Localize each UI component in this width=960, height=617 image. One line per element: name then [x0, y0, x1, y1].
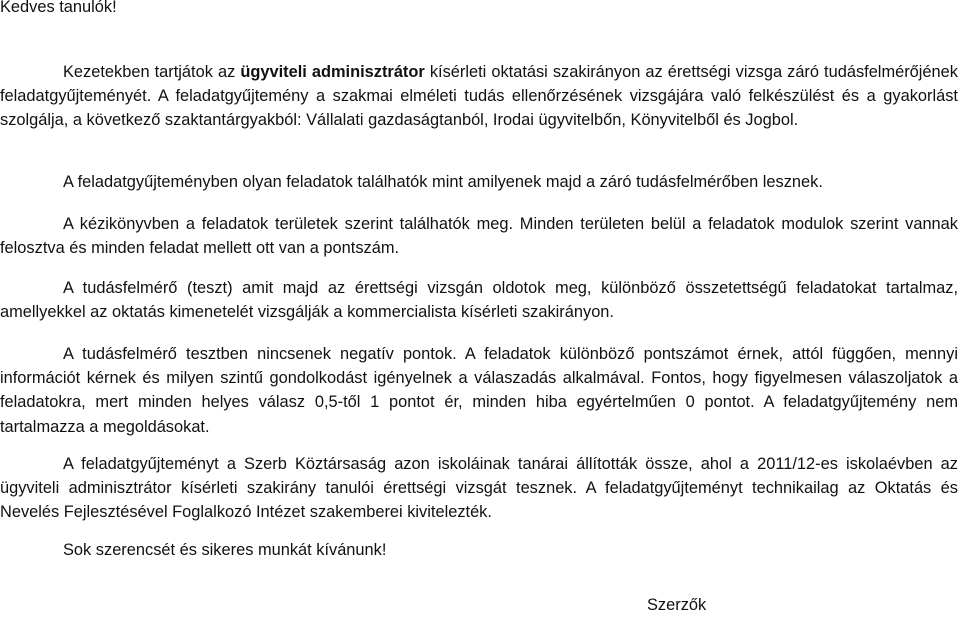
intro-text-rest: kísérleti oktatási szakirányon az érettségi vizsga záró tudásfelmérőjének feladatgyűjteményét. A feladatgyűjtemény a szakmai elméleti tudás ellenőrzésének vizsgájára való felkészülést és a gyakorlást szolgálja, a következő szaktantárgyakból: Vállalati gazdaságtanból, Irodai ügyvitelbőn, Könyvitelből és Jogbol.: [0, 63, 958, 130]
paragraph-closing-wish: [0, 538, 958, 562]
paragraph-authors-info: [0, 452, 958, 525]
greeting-line: Kedves tanulók!: [0, 0, 117, 16]
paragraph-text: A feladatgyűjteményben olyan feladatok találhatók mint amilyenek majd a záró tudásfelmérőben lesznek.: [63, 173, 823, 191]
paragraph-scoring: [0, 342, 958, 439]
program-name: ügyviteli adminisztrátor: [240, 63, 425, 81]
intro-paragraph: [0, 60, 958, 133]
paragraph-text: A kézikönyvben a feladatok területek szerint találhatók meg. Minden területen belül a feladatok modulok szerint vannak felosztva és minden feladat mellett ott van a pontszám.: [0, 215, 958, 258]
paragraph-text: Sok szerencsét és sikeres munkát kívánunk!: [63, 541, 387, 559]
paragraph-handbook-structure: [0, 212, 958, 260]
paragraph-text: A tudásfelmérő (teszt) amit majd az érettségi vizsgán oldotok meg, különböző összetettségű feladatokat tartalmaz, amellyekkel az oktatás kimenetelét vizsgálják a kommercialista kísérleti szakirányon.: [0, 279, 958, 322]
paragraph-text: A feladatgyűjteményt a Szerb Köztársaság azon iskoláinak tanárai állították össze, ahol a 2011/12-es iskolaévben az ügyviteli adminisztrátor kísérleti szakirány tanulói érettségi vizsgát tesznek. A feladatgyűjteményt technikailag az Oktatás és Nevelés Fejlesztésével Foglalkozó Intézet szakemberei kivitelezték.: [0, 455, 958, 522]
paragraph-test-description: [0, 276, 958, 324]
paragraph-tasks-info: [0, 170, 958, 194]
intro-text-start: Kezetekben tartjátok az: [63, 63, 241, 81]
signature: Szerzők: [647, 596, 707, 614]
paragraph-text: A tudásfelmérő tesztben nincsenek negatív pontok. A feladatok különböző pontszámot érnek, attól függően, mennyi információt kérnek és milyen szintű gondolkodást igényelnek a válaszadás alkalmával. Fontos, hogy figyelmesen válaszoljatok a feladatokra, mert minden helyes válasz 0,5-től 1 pontot ér, minden hiba egyértelműen 0 pontot. A feladatgyűjtemény nem tartalmazza a megoldásokat.: [0, 345, 958, 436]
